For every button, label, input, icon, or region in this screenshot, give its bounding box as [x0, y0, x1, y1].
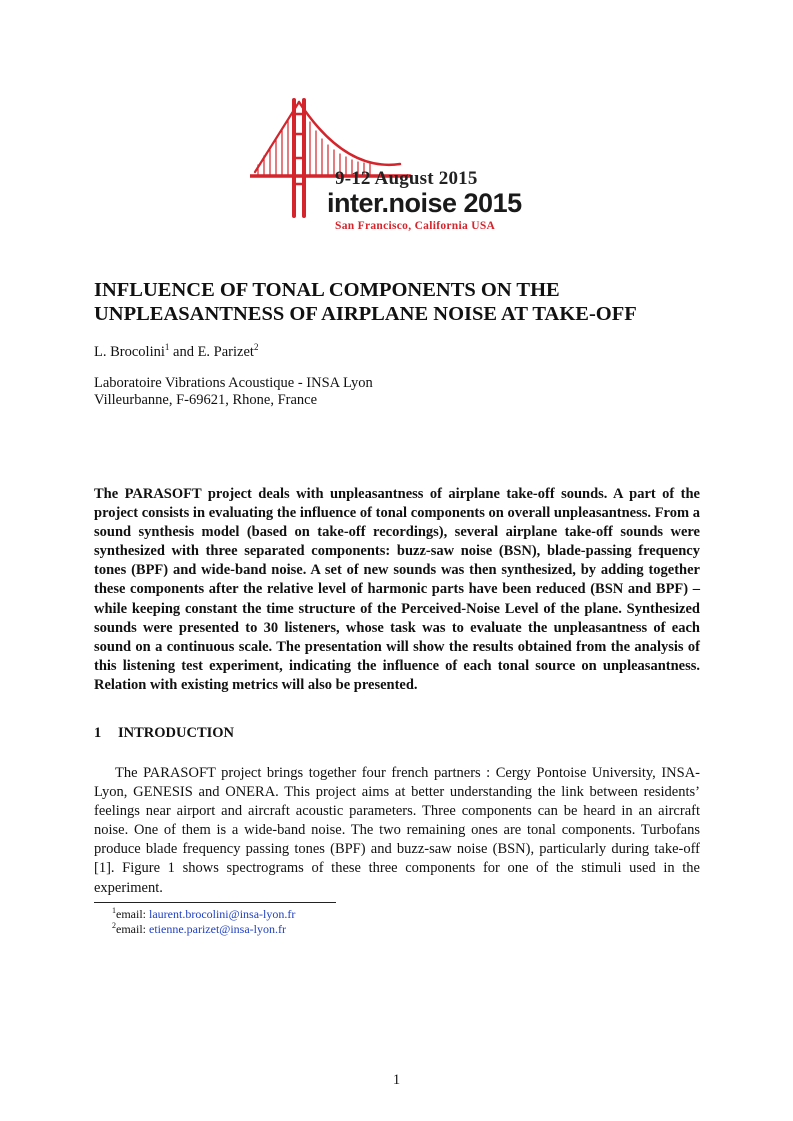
author-2: E. Parizet [197, 343, 254, 360]
footnote-1-mark: 1 [112, 906, 116, 915]
abstract: The PARASOFT project deals with unpleasantness of airplane take-off sounds. A part of the project consists in evaluating the influence of tonal components on overall unpleasantness. From a sound synthesis model (based on take-off recordings), several airplane take-off sounds were synthesized with three separated components: buzz-saw noise (BSN), blade-passing frequency tones (BPF) and wide-band noise. A set of new sounds was then synthesized, by adding together these components after the relative level of harmonic parts have been reduced (BSN and BPF) – while keeping constant the time structure of the Perceived-Noise Level of the plane. Synthesized sounds were presented to 30 listeners, whose task was to evaluate the unpleasantness of each sound on a continuous scale. The presentation will show the results obtained from the analysis of this listening test experiment, indicating the influence of each tonal source on unpleasantness. Relation with existing metrics will also be presented. [94, 486, 700, 693]
paper-title [94, 278, 714, 326]
logo-place: San Francisco, California USA [335, 220, 496, 232]
conference-logo [250, 92, 550, 242]
author-1-footnote-mark: 1 [164, 342, 170, 352]
section-title: INTRODUCTION [118, 725, 235, 741]
title-line-2: UNPLEASANTNESS OF AIRPLANE NOISE AT TAKE-OFF [94, 303, 637, 325]
footnote-2-label: email: [116, 922, 149, 936]
footnote-rule [94, 902, 336, 903]
title-line-1: INFLUENCE OF TONAL COMPONENTS ON THE [94, 279, 560, 301]
footnote-2 [112, 921, 286, 937]
author-conjunction: and [169, 343, 198, 360]
affiliation [94, 375, 373, 409]
footnote-1 [112, 906, 295, 922]
affiliation-line-2: Villeurbanne, F-69621, Rhone, France [94, 392, 318, 408]
footnote-2-mark: 2 [112, 921, 116, 930]
author-2-footnote-mark: 2 [253, 342, 259, 352]
section-heading [94, 725, 234, 742]
affiliation-line-1: Laboratoire Vibrations Acoustique - INSA Lyon [94, 375, 373, 391]
author-1: L. Brocolini [94, 343, 165, 360]
footnote-1-email-link[interactable]: laurent.brocolini@insa-lyon.fr [149, 907, 296, 921]
section-number: 1 [94, 725, 102, 741]
introduction-paragraph: The PARASOFT project brings together four french partners : Cergy Pontoise University, INSA-Lyon, GENESIS and ONERA. This project aims at better understanding the link between residents’ feelings near airport and aircraft acoustic parameters. Three components can be heard in an aircraft noise. One of them is a wide-band noise. The two remaining ones are tonal components. Turbofans produce blade frequency passing tones (BPF) and buzz-saw noise (BSN), particularly during take-off [1]. Figure 1 shows spectrograms of these three components for one of the stimuli used in the experiment. [94, 765, 700, 896]
footnote-2-email-link[interactable]: etienne.parizet@insa-lyon.fr [149, 922, 286, 936]
page-number: 1 [392, 1072, 401, 1088]
footnote-1-label: email: [116, 907, 149, 921]
logo-name: inter.noise 2015 [327, 188, 522, 218]
logo-date: 9-12 August 2015 [335, 168, 478, 189]
author-list [94, 342, 258, 361]
